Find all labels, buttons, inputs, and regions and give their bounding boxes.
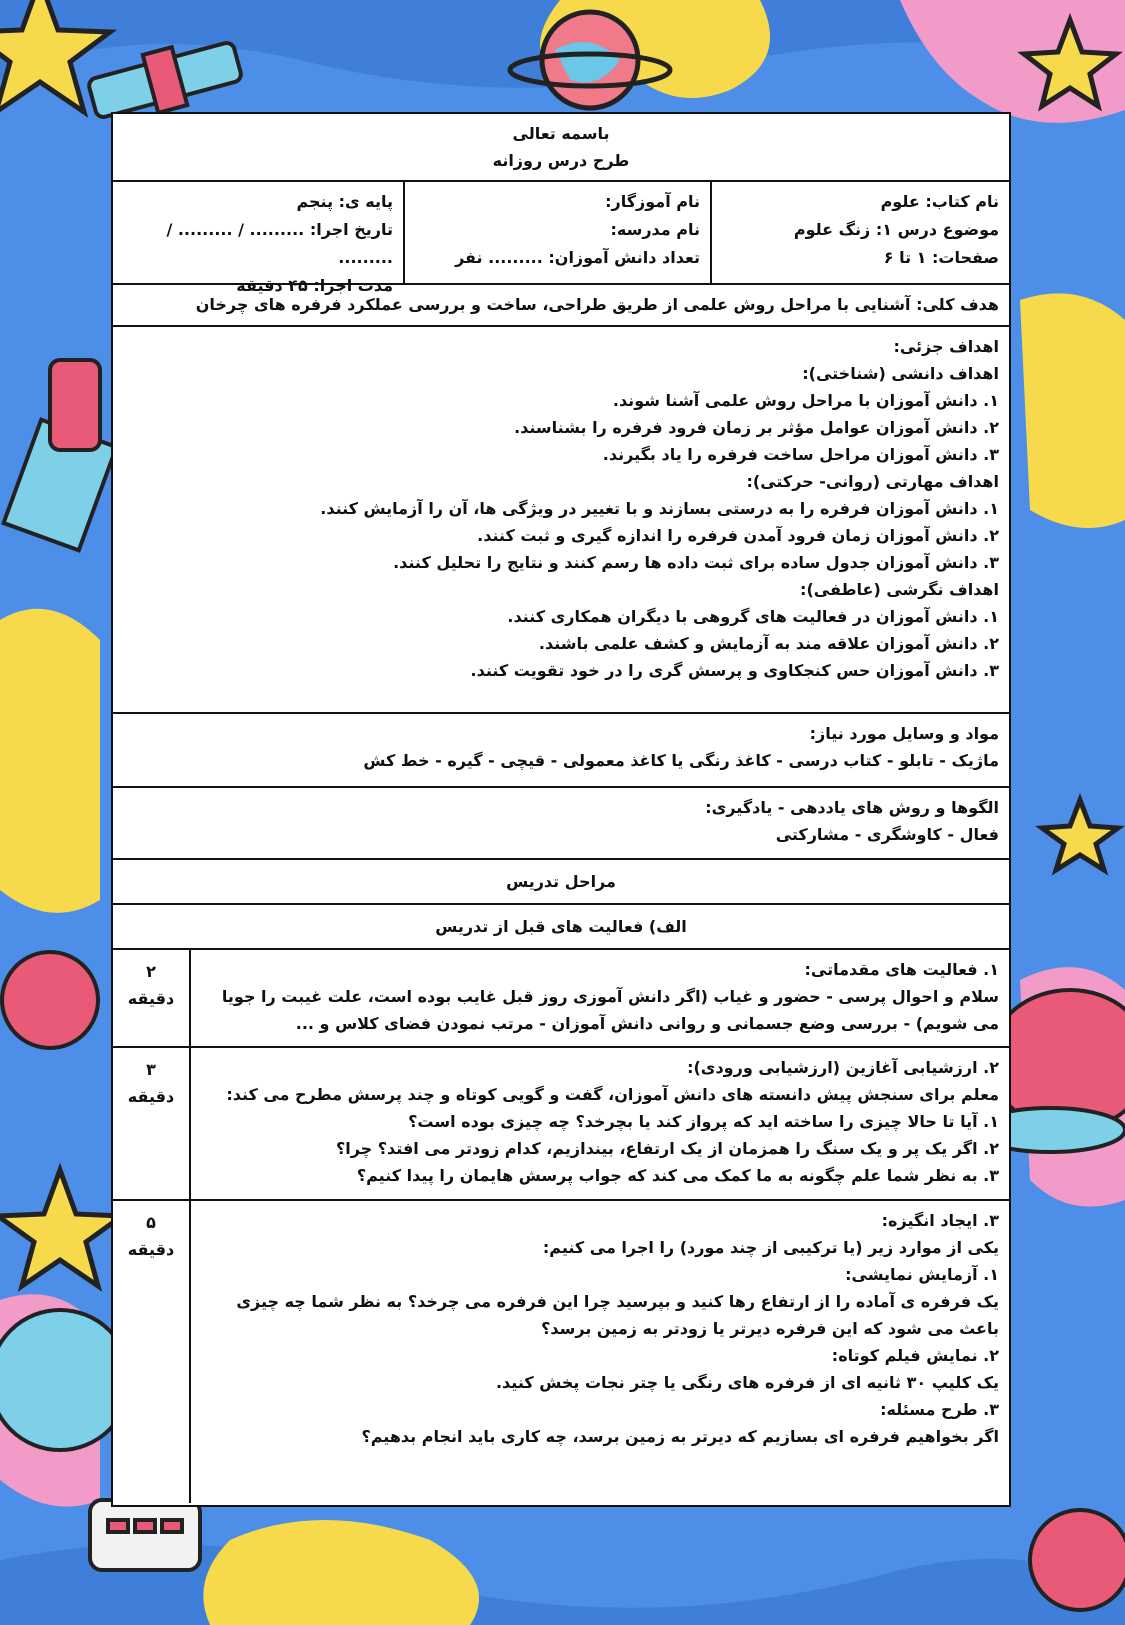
activity-line: ۱. آزمایش نمایشی:	[845, 1265, 999, 1284]
objective-line: ۳. دانش آموزان حس کنجکاوی و پرسش گری را در خود تقویت کنند.	[470, 661, 999, 680]
time-value: ۵	[146, 1213, 156, 1232]
activity-line: باعث می شود که این فرفره دیرتر یا زودتر به زمین برسد؟	[541, 1319, 999, 1338]
book-info	[712, 182, 1009, 283]
time-unit: دقیقه	[127, 1087, 175, 1106]
grade-info	[113, 182, 405, 295]
book-name: نام کتاب: علوم	[880, 192, 999, 211]
header-line-1: باسمه تعالی	[512, 124, 610, 143]
pre-activities-title-text: الف) فعالیت های قبل از تدریس	[435, 917, 687, 936]
activity-line: ۲. اگر یک پر و یک سنگ را همزمان از یک ارتفاع، بیندازیم، کدام زودتر می افتد؟ چرا؟	[335, 1139, 999, 1158]
activity-intro	[113, 950, 1009, 1048]
objective-line: ۲. دانش آموزان علاقه مند به آزمایش و کشف علمی باشند.	[538, 634, 999, 653]
activity-assessment	[113, 1048, 1009, 1201]
activity-line: ۳. طرح مسئله:	[880, 1400, 999, 1419]
objective-line: ۳. دانش آموزان جدول ساده برای ثبت داده ها رسم کنند و نتایج را تحلیل کنند.	[393, 553, 999, 572]
objective-line: اهداف دانشی (شناختی):	[802, 364, 999, 383]
teacher-name: نام آموزگار:	[605, 192, 700, 211]
activity-line: می شویم) - بررسی وضع جسمانی و روانی دانش آموزان - مرتب نمودن فضای کلاس و ...	[295, 1014, 999, 1033]
objectives	[113, 327, 1009, 714]
activity-line: ۲. نمایش فیلم کوتاه:	[831, 1346, 999, 1365]
activity-line: یکی از موارد زیر (یا ترکیبی از چند مورد) را اجرا می کنیم:	[542, 1238, 999, 1257]
header	[113, 114, 1009, 182]
activity-time	[113, 950, 191, 1046]
materials-list: ماژیک - تابلو - کتاب درسی - کاغذ رنگی یا کاغذ معمولی - قیچی - گیره - خط کش	[363, 751, 999, 770]
general-goal-text: هدف کلی: آشنایی با مراحل روش علمی از طریق طراحی، ساخت و بررسی عملکرد فرفره های چرخان	[195, 295, 999, 314]
time-unit: دقیقه	[127, 989, 175, 1008]
pre-activities-title	[113, 905, 1009, 950]
objective-line: ۱. دانش آموزان با مراحل روش علمی آشنا شوند.	[612, 391, 999, 410]
stages-title-text: مراحل تدریس	[506, 872, 616, 891]
methods-title: الگوها و روش های یاددهی - یادگیری:	[705, 798, 999, 817]
date: تاریخ اجرا: ......... / ......... / .........	[166, 220, 393, 267]
pages: صفحات: ۱ تا ۶	[883, 248, 999, 267]
activity-line: یک کلیپ ۳۰ ثانیه ای از فرفره های رنگی یا چتر نجات پخش کنید.	[495, 1373, 999, 1392]
activity-line: معلم برای سنجش پیش دانسته های دانش آموزان، گفت و گویی کوتاه و چند پرسش مطرح می کند:	[226, 1085, 999, 1104]
teacher-info	[405, 182, 712, 283]
general-goal	[113, 285, 1009, 327]
methods-list: فعال - کاوشگری - مشارکتی	[775, 825, 999, 844]
student-count: تعداد دانش آموزان: ......... نفر	[455, 248, 700, 267]
activity-time	[113, 1201, 191, 1503]
activity-line: سلام و احوال پرسی - حضور و غیاب (اگر دانش آموزی روز قبل غایب بوده است، علت غیبت را جویا	[221, 987, 999, 1006]
grade: پایه ی: پنجم	[296, 192, 393, 211]
info-row	[113, 182, 1009, 295]
time-unit: دقیقه	[127, 1240, 175, 1259]
stages-title	[113, 860, 1009, 905]
activity-line: ۱. آیا تا حالا چیزی را ساخته اید که پرواز کند یا بچرخد؟ چه چیزی بوده است؟	[408, 1112, 999, 1131]
duration: مدت اجرا: ۴۵ دقیقه	[236, 276, 393, 295]
time-value: ۳	[146, 1060, 156, 1079]
objective-line: اهداف جزئی:	[893, 337, 999, 356]
lesson-topic: موضوع درس ۱: زنگ علوم	[793, 220, 999, 239]
activity-line: ۳. ایجاد انگیزه:	[881, 1211, 999, 1230]
activity-line: ۱. فعالیت های مقدماتی:	[804, 960, 999, 979]
header-title: طرح درس روزانه	[492, 151, 630, 170]
lesson-plan-sheet	[111, 112, 1011, 1507]
objective-line: ۲. دانش آموزان عوامل مؤثر بر زمان فرود فرفره را بشناسند.	[514, 418, 999, 437]
objective-line: ۲. دانش آموزان زمان فرود آمدن فرفره را اندازه گیری و ثبت کنند.	[477, 526, 999, 545]
materials	[113, 714, 1009, 788]
materials-title: مواد و وسایل مورد نیاز:	[809, 724, 999, 743]
objective-line: اهداف مهارتی (روانی- حرکتی):	[746, 472, 999, 491]
objective-line: ۳. دانش آموزان مراحل ساخت فرفره را یاد بگیرند.	[602, 445, 999, 464]
activity-text	[191, 1201, 1009, 1503]
school-name: نام مدرسه:	[610, 220, 700, 239]
activity-line: ۲. ارزشیابی آغازین (ارزشیابی ورودی):	[687, 1058, 999, 1077]
objective-line: اهداف نگرشی (عاطفی):	[800, 580, 999, 599]
time-value: ۲	[146, 962, 156, 981]
activity-line: اگر بخواهیم فرفره ای بسازیم که دیرتر به زمین برسد، چه کاری باید انجام بدهیم؟	[361, 1427, 999, 1446]
activity-time	[113, 1048, 191, 1199]
activity-text	[191, 950, 1009, 1046]
activity-text	[191, 1048, 1009, 1199]
activity-line: یک فرفره ی آماده را از ارتفاع رها کنید و بپرسید چرا این فرفره می چرخد؟ به نظر شما چه چیزی	[236, 1292, 999, 1311]
objective-line: ۱. دانش آموزان فرفره را به درستی بسازند و با تغییر در ویژگی ها، آن را آزمایش کنند.	[320, 499, 999, 518]
activity-line: ۳. به نظر شما علم چگونه به ما کمک می کند که جواب پرسش هایمان را پیدا کنیم؟	[356, 1166, 999, 1185]
objective-line: ۱. دانش آموزان در فعالیت های گروهی با دیگران همکاری کنند.	[507, 607, 999, 626]
activity-motivation	[113, 1201, 1009, 1503]
methods	[113, 788, 1009, 860]
